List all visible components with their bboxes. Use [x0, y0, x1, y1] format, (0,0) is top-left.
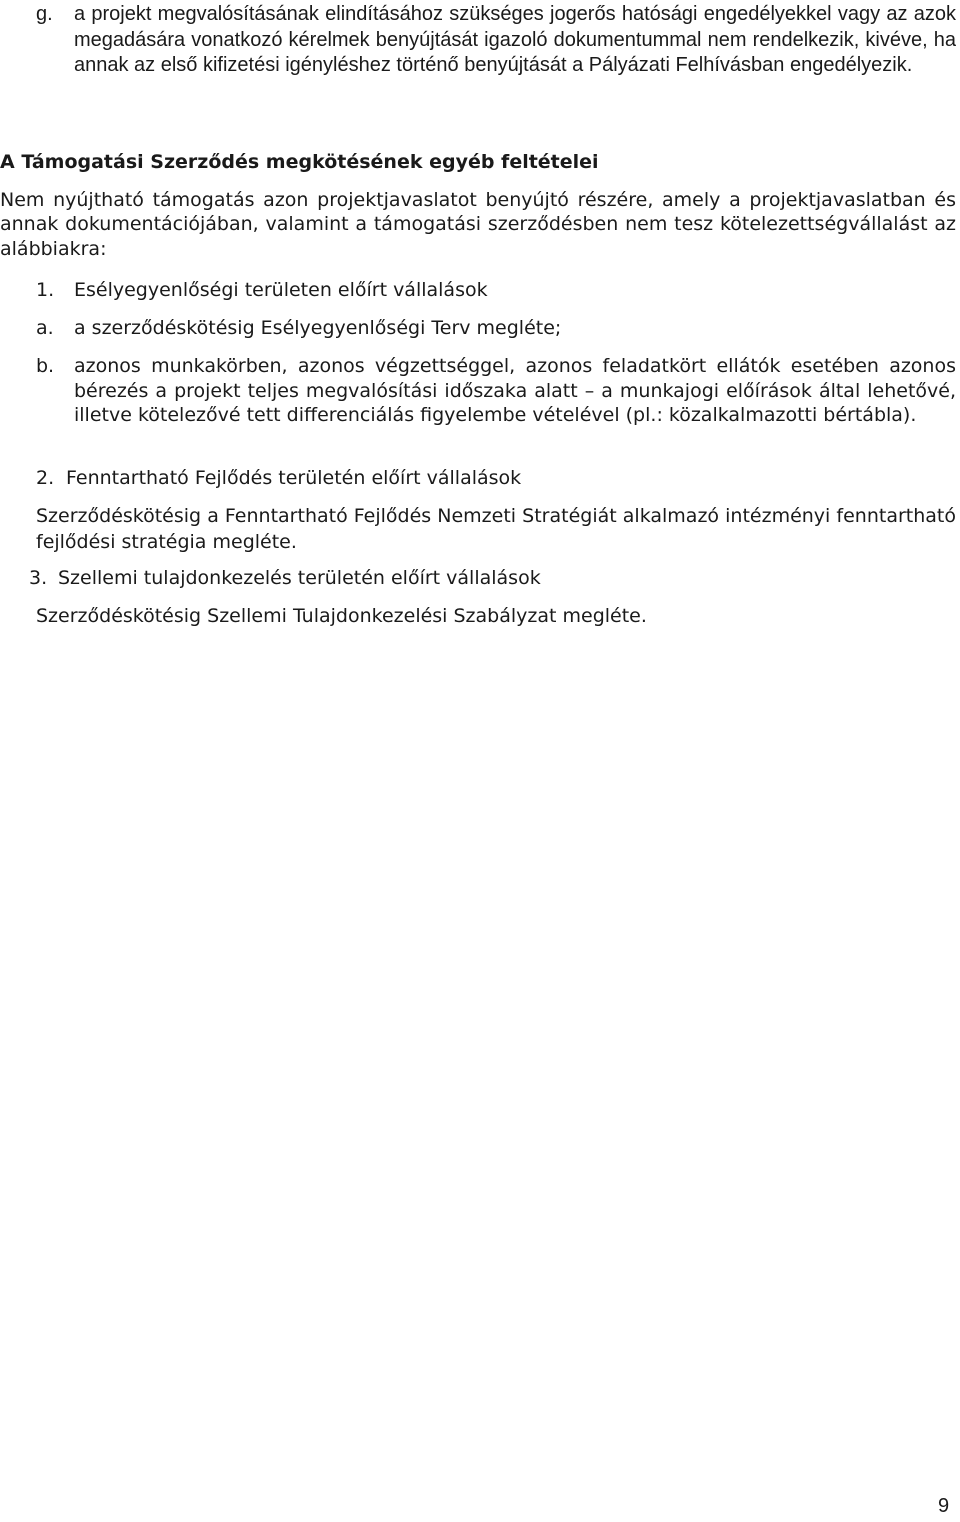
item-3-marker: 3.	[29, 567, 48, 589]
item-1-marker: 1.	[36, 279, 55, 301]
section-intro-paragraph: Nem nyújtható támogatás azon projektjavaslatot benyújtó részére, amely a projektjavaslatban és annak dokumentációjában, valamint a támogatási szerződésben nem tesz kötelezettségvállalást az alábbiakra:	[0, 189, 956, 260]
section-heading: A Támogatási Szerződés megkötésének egyéb feltételei	[0, 151, 599, 173]
list-marker-g: g.	[36, 3, 53, 25]
item-1-title: Esélyegyenlőségi területen előírt vállalások	[74, 279, 488, 301]
item-2-marker: 2.	[36, 467, 55, 489]
item-2-title: Fenntartható Fejlődés területén előírt vállalások	[66, 467, 522, 489]
list-item-g-text: a projekt megvalósításának elindításához szükséges jogerős hatósági engedélyekkel vagy az azok megadására vonatkozó kérelmek benyújtását igazoló dokumentummal nem rendelkezik, kivéve, ha annak az első kifizetési igényléshez történő benyújtását a Pályázati Felhívásban engedélyezik.	[74, 3, 956, 76]
item-2-paragraph: Szerződéskötésig a Fenntartható Fejlődés Nemzeti Stratégiát alkalmazó intézményi fenntartható fejlődési stratégia megléte.	[36, 505, 956, 553]
item-1b-text: azonos munkakörben, azonos végzettséggel, azonos feladatkört ellátók esetében azonos bérezés a projekt teljes megvalósítási időszaka alatt – a munkajogi előírások által lehetővé, illetve kötelezővé tett differenciálás figyelembe vételével (pl.: közalkalmazotti bértábla).	[74, 355, 956, 426]
item-1b	[36, 354, 956, 428]
item-1b-marker: b.	[36, 355, 55, 377]
page-number: 9	[938, 1495, 950, 1517]
item-3-paragraph: Szerződéskötésig Szellemi Tulajdonkezelési Szabályzat megléte.	[36, 605, 647, 627]
list-item-g	[36, 2, 956, 79]
item-1a-text: a szerződéskötésig Esélyegyenlőségi Terv megléte;	[74, 317, 562, 339]
item-1a-marker: a.	[36, 317, 54, 339]
item-3-title: Szellemi tulajdonkezelés területén előírt vállalások	[58, 567, 541, 589]
